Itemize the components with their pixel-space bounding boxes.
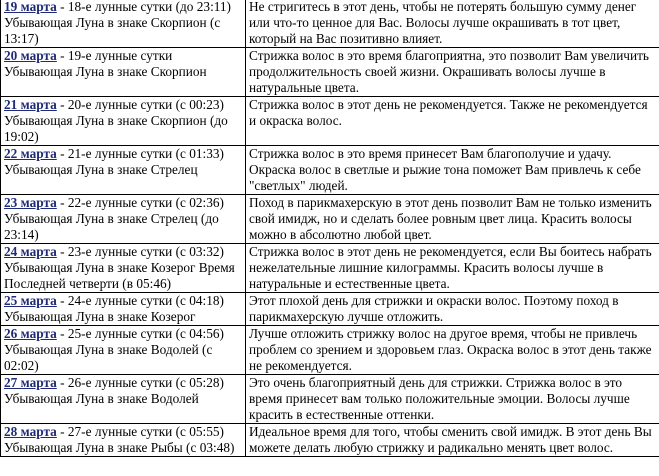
moon-sign: Убывающая Луна в знаке Стрелец (до 23:14) [4, 211, 219, 242]
date-link[interactable]: 27 марта [4, 375, 57, 390]
table-row [1, 326, 659, 375]
moon-sign: Убывающая Луна в знаке Скорпион (с 13:17) [4, 15, 221, 46]
table-row [1, 97, 659, 146]
lunar-day: - 18-е лунные сутки (до 23:11) [56, 0, 231, 14]
table-row [1, 48, 659, 97]
table-row [1, 244, 659, 293]
lunar-day: - 21-е лунные сутки (с 01:33) [56, 146, 224, 161]
moon-sign: Убывающая Луна в знаке Водолей (с 02:02) [4, 342, 213, 373]
date-link[interactable]: 25 марта [4, 293, 57, 308]
table-row [1, 195, 659, 244]
lunar-day: - 19-е лунные сутки [56, 48, 173, 63]
date-cell [1, 293, 246, 326]
moon-sign: Убывающая Луна в знаке Водолей [4, 391, 199, 406]
date-cell [1, 97, 246, 146]
advice-cell [246, 293, 659, 326]
advice-text: Стрижка волос в этот день не рекомендуется, если Вы боитесь набрать нежелательные лишние килограммы. Красить волосы лучше в натуральные и естественные цвета. [249, 244, 652, 291]
date-cell [1, 244, 246, 293]
date-cell [1, 146, 246, 195]
date-link[interactable]: 20 марта [4, 48, 57, 63]
advice-cell [246, 424, 659, 457]
advice-text: Поход в парикмахерскую в этот день позволит Вам не только изменить свой имидж, но и сделать более ровным цвет лица. Красить волосы можно в абсолютно любой цвет. [249, 195, 652, 242]
moon-sign: Убывающая Луна в знаке Козерог Время Последней четверти (в 05:46) [4, 260, 235, 291]
advice-text: Не стригитесь в этот день, чтобы не потерять большую сумму денег или что-то ценное для Вас. Волосы лучше окрашивать в тот цвет, который на Вас позитивно влияет. [249, 0, 637, 46]
advice-text: Стрижка волос в это время принесет Вам благополучие и удачу. Окраска волос в светлые и рыжие тона поможет Вам привлечь к себе "светлых" людей. [249, 146, 641, 193]
moon-sign: Убывающая Луна в знаке Стрелец [4, 162, 198, 177]
advice-cell [246, 244, 659, 293]
date-link[interactable]: 21 марта [4, 97, 57, 112]
moon-sign: Убывающая Луна в знаке Скорпион (до 19:02) [4, 113, 228, 144]
date-cell [1, 0, 246, 48]
date-link[interactable]: 28 марта [4, 424, 57, 439]
date-link[interactable]: 23 марта [4, 195, 57, 210]
advice-cell [246, 0, 659, 48]
advice-text: Этот плохой день для стрижки и окраски волос. Поэтому поход в парикмахерскую лучше отложить. [249, 293, 619, 324]
date-cell [1, 326, 246, 375]
advice-text: Лучше отложить стрижку волос на другое время, чтобы не привлечь проблем со зрением и здоровьем глаз. Окраска волос в этот день также не рекомендуется. [249, 326, 652, 373]
advice-cell [246, 195, 659, 244]
table-row [1, 146, 659, 195]
date-link[interactable]: 22 марта [4, 146, 57, 161]
date-link[interactable]: 19 марта [4, 0, 57, 14]
advice-cell [246, 375, 659, 424]
advice-text: Стрижка волос в этот день не рекомендуется. Также не рекомендуется и окраска волос. [249, 97, 648, 128]
date-link[interactable]: 24 марта [4, 244, 57, 259]
lunar-day: - 25-е лунные сутки (с 04:56) [56, 326, 224, 341]
advice-cell [246, 97, 659, 146]
advice-cell [246, 48, 659, 97]
advice-cell [246, 326, 659, 375]
moon-sign: Убывающая Луна в знаке Рыбы (с 03:48) [4, 440, 235, 455]
table-row [1, 0, 659, 48]
date-link[interactable]: 26 марта [4, 326, 57, 341]
moon-sign: Убывающая Луна в знаке Козерог [4, 309, 196, 324]
date-cell [1, 424, 246, 457]
advice-text: Идеальное время для того, чтобы сменить свой имидж. В этот день Вы можете делать любую стрижку и радикально менять цвет волос. [249, 424, 652, 455]
lunar-day: - 23-е лунные сутки (с 03:32) [56, 244, 224, 259]
advice-text: Это очень благоприятный день для стрижки. Стрижка волос в это время принесет вам только положительные эмоции. Волосы лучше красить в естественные оттенки. [249, 375, 630, 422]
date-cell [1, 195, 246, 244]
date-cell [1, 48, 246, 97]
date-cell [1, 375, 246, 424]
advice-cell [246, 146, 659, 195]
lunar-day: - 27-е лунные сутки (с 05:55) [56, 424, 224, 439]
lunar-day: - 24-е лунные сутки (с 04:18) [56, 293, 224, 308]
moon-sign: Убывающая Луна в знаке Скорпион [4, 64, 207, 79]
table-row [1, 293, 659, 326]
table-body [1, 0, 659, 457]
table-row [1, 375, 659, 424]
table-row [1, 424, 659, 457]
lunar-day: - 26-е лунные сутки (с 05:28) [56, 375, 224, 390]
lunar-day: - 20-е лунные сутки (с 00:23) [56, 97, 224, 112]
lunar-day: - 22-е лунные сутки (с 02:36) [56, 195, 224, 210]
advice-text: Стрижка волос в это время благоприятна, это позволит Вам увеличить продолжительность своей жизни. Окрашивать волосы лучше в натуральные цвета. [249, 48, 649, 95]
